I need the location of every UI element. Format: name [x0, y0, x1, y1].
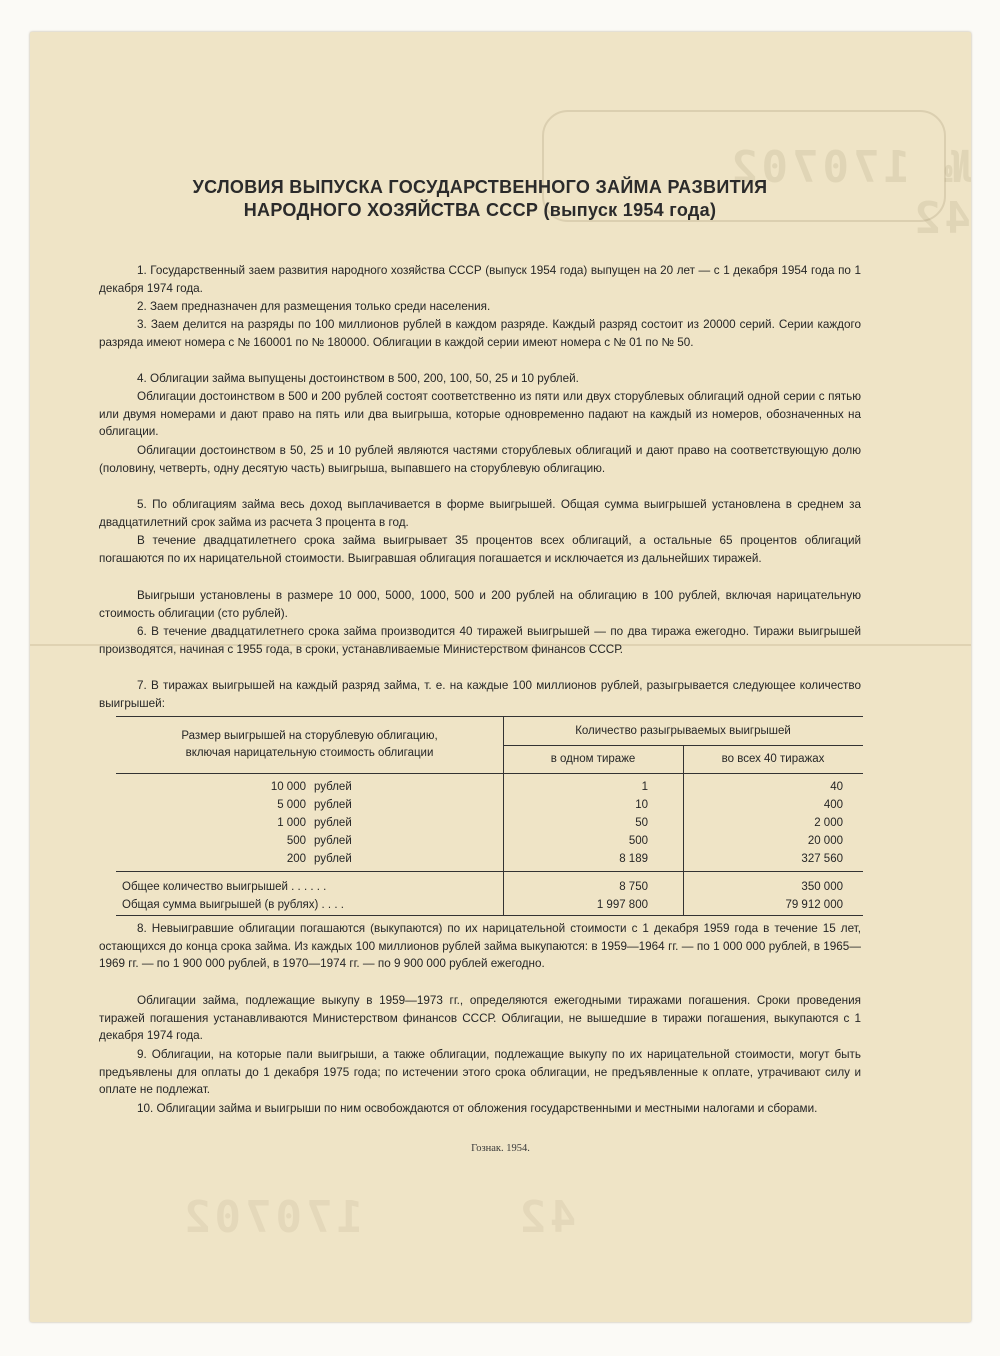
total-sum-one-draw: 1 997 800: [596, 899, 648, 911]
clause-5-redemption: В течение двадцатилетнего срока займа выигрывает 35 процентов всех облигаций, а остальные 65 процентов облигаций погашаются по их нарицательной стоимости. Выигравшая облигация погашается и исключается из дальнейших тиражей.: [99, 534, 861, 565]
clause-1: 1. Государственный заем развития народного хозяйства СССР (выпуск 1954 года) выпущен на 20 лет — с 1 декабря 1954 года по 1 декабря 1974 года.: [99, 264, 861, 295]
total-count-label: Общее количество выигрышей . . . . . .: [122, 881, 327, 893]
total-sum-all-draws: 79 912 000: [785, 899, 843, 911]
title-line-2: НАРОДНОГО ХОЗЯЙСТВА СССР (выпуск 1954 года): [243, 200, 717, 220]
clause-6: 6. В течение двадцатилетнего срока займа производится 40 тиражей выигрышей — по два тиража ежегодно. Тиражи выигрышей производятся, начиная с 1955 года, в сроки, устанавливаемые Министерством финансов СССР.: [99, 625, 861, 656]
header-prize-size-line-1: Размер выигрышей на сторублевую облигацию,: [181, 730, 438, 742]
count-all-draws: 40: [830, 781, 843, 793]
prize-amount: 200: [286, 853, 306, 865]
total-sum-label: Общая сумма выигрышей (в рублях) . . . .: [122, 899, 344, 911]
prize-unit: рублей: [314, 781, 352, 793]
prize-amount: 1 000: [277, 817, 306, 829]
count-one-draw: 10: [635, 799, 648, 811]
clause-3: 3. Заем делится на разряды по 100 миллионов рублей в каждом разряде. Каждый разряд состоит из 20000 серий. Серии каждого разряда имеют номера с № 160001 по № 180000. Облигации в каждой серии имеют номера с № 01 по № 50.: [99, 318, 861, 349]
clause-7: 7. В тиражах выигрышей на каждый разряд займа, т. е. на каждые 100 миллионов рублей, разыгрывается следующее количество выигрышей:: [99, 679, 861, 710]
count-one-draw: 500: [628, 835, 648, 847]
clause-2: 2. Заем предназначен для размещения только среди населения.: [137, 300, 491, 313]
header-prize-count-group: Количество разыгрываемых выигрышей: [575, 725, 791, 737]
title-line-1: УСЛОВИЯ ВЫПУСКА ГОСУДАРСТВЕННОГО ЗАЙМА РАЗВИТИЯ: [192, 177, 768, 197]
total-count-one-draw: 8 750: [619, 881, 648, 893]
prize-amount: 10 000: [270, 781, 306, 793]
clause-4: 4. Облигации займа выпущены достоинством в 500, 200, 100, 50, 25 и 10 рублей.: [137, 372, 579, 385]
total-count-all-draws: 350 000: [801, 881, 843, 893]
clause-10: 10. Облигации займа и выигрыши по ним освобождаются от обложения государственными и местными налогами и сборами.: [137, 1102, 818, 1115]
clause-5: 5. По облигациям займа весь доход выплачивается в форме выигрышей. Общая сумма выигрышей установлена в среднем за двадцатилетний срок займа из расчета 3 процента в год.: [99, 498, 861, 529]
header-all-draws: во всех 40 тиражах: [721, 753, 825, 765]
count-all-draws: 327 560: [801, 853, 843, 865]
prize-table: [116, 716, 863, 916]
document-title: [120, 176, 840, 222]
prize-unit: рублей: [314, 835, 352, 847]
clause-4-denominations-500-200: Облигации достоинством в 500 и 200 рублей состоят соответственно из пяти или двух сторублевых облигаций одной серии с пятью или двумя номерами и дают право на пять или два выигрыша, которые одновременно падают на каждый из номеров, обозначенных на облигации.: [99, 390, 861, 439]
prize-unit: рублей: [314, 799, 352, 811]
clause-4-denominations-50-25-10: Облигации достоинством в 50, 25 и 10 рублей являются частями сторублевых облигаций и дают право на соответствующую долю (половину, четверть, одну десятую часть) выигрыша, выпавшего на сторублевую облигацию.: [99, 444, 861, 475]
clause-8: 8. Невыигравшие облигации погашаются (выкупаются) по их нарицательной стоимости с 1 декабря 1959 года в течение 15 лет, остающихся до конца срока займа. Из каждых 100 миллионов рублей займа выкупаются: в 1959—1964 гг. — по 1 000 000 рублей, в 1965—1969 гг. — по 1 900 000 рублей, в 1970—1974 гг. — по 9 900 000 рублей ежегодно.: [99, 922, 861, 971]
prize-unit: рублей: [314, 817, 352, 829]
prize-amount: 500: [286, 835, 306, 847]
printer-imprint: Гознак. 1954.: [471, 1143, 530, 1154]
prize-unit: рублей: [314, 853, 352, 865]
header-one-draw: в одном тираже: [550, 753, 636, 765]
count-all-draws: 20 000: [807, 835, 843, 847]
count-all-draws: 400: [823, 799, 843, 811]
bleed-through-number: № 170702 42: [666, 142, 971, 244]
bleed-through-series: 42 170702: [180, 1192, 577, 1243]
count-all-draws: 2 000: [814, 817, 843, 829]
clause-8-redemption-draws: Облигации займа, подлежащие выкупу в 1959—1973 гг., определяются ежегодными тиражами погашения. Сроки проведения тиражей погашения устанавливаются Министерством финансов СССР. Облигации, не вышедшие в тиражи погашения, выкупаются с 1 декабря 1974 года.: [99, 994, 861, 1043]
prize-amount: 5 000: [277, 799, 306, 811]
clause-9: 9. Облигации, на которые пали выигрыши, а также облигации, подлежащие выкупу по их нарицательной стоимости, могут быть предъявлены для оплаты до 1 декабря 1975 года; по истечении этого срока облигации, не предъявленные к оплате, утрачивают силу и оплате не подлежат.: [99, 1048, 861, 1097]
count-one-draw: 1: [641, 781, 648, 793]
count-one-draw: 50: [635, 817, 648, 829]
count-one-draw: 8 189: [619, 853, 648, 865]
header-prize-size-line-2: включая нарицательную стоимость облигации: [185, 747, 434, 759]
clause-5-prizes: Выигрыши установлены в размере 10 000, 5000, 1000, 500 и 200 рублей на облигацию в 100 рублей, включая нарицательную стоимость облигации (сто рублей).: [99, 589, 861, 620]
